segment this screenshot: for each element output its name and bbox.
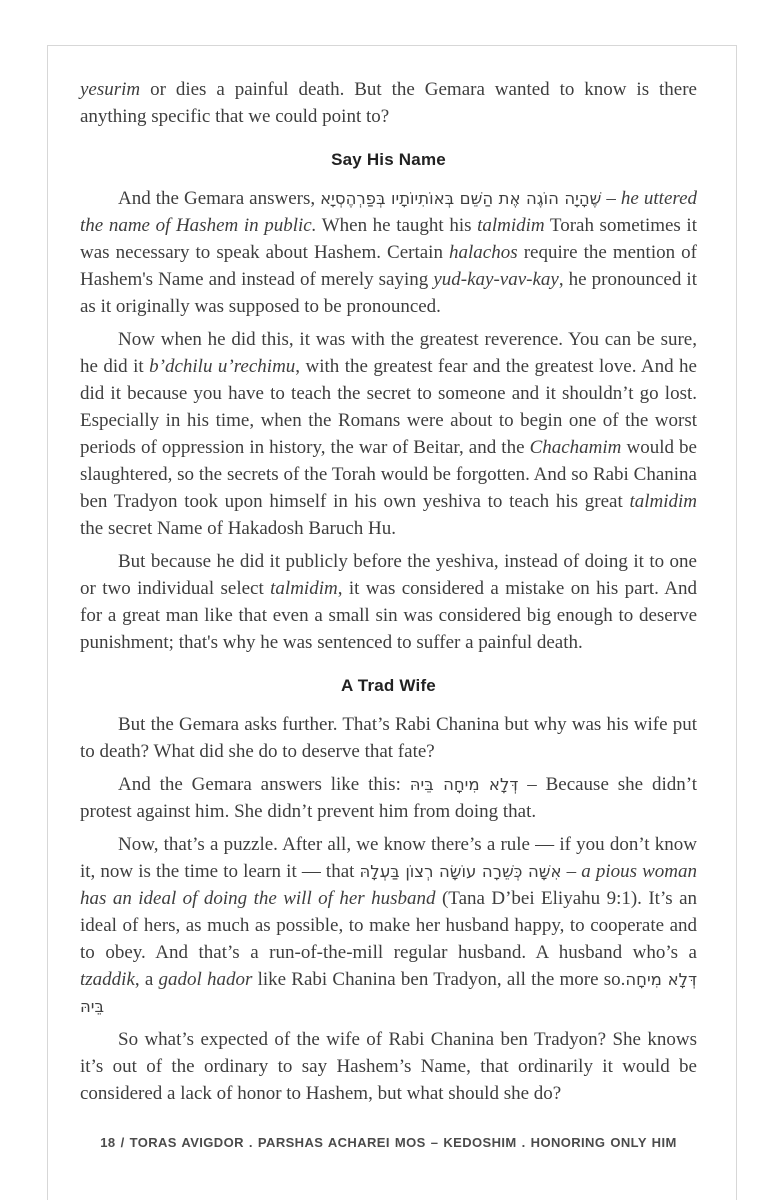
text-segment: But because he did it publicly before the yeshiva, instead of doing it to one or two individual select xyxy=(80,551,697,599)
text-segment: or dies a painful death. But the Gemara wanted to know is there anything specific that we could point to? xyxy=(80,79,697,127)
hebrew-phrase: דְּלָא מִיחָה בֵּיהּ xyxy=(80,970,697,1016)
italic-term: halachos xyxy=(449,242,518,263)
text-segment: Torah sometimes it was necessary to speak about Hashem. Certain xyxy=(80,215,697,263)
section-heading: Say His Name xyxy=(331,150,446,169)
text-segment: – xyxy=(561,861,582,882)
italic-term: talmidim xyxy=(270,578,338,599)
italic-term: tzaddik xyxy=(80,969,135,990)
paragraph xyxy=(80,548,697,656)
paragraph xyxy=(80,1026,697,1107)
italic-term: b’dchilu u’rechimu xyxy=(149,356,296,377)
text-segment: the secret Name of Hakadosh Baruch Hu. xyxy=(80,518,397,539)
text-segment: , it was considered a mistake on his part. And for a great man like that even a small sin was considered big enough to deserve punishment; that's why he was sentenced to suffer a painful death. xyxy=(80,578,697,653)
text-segment: But the Gemara asks further. That’s Rabi Chanina but why was his wife put to death? What did she do to deserve that fate? xyxy=(80,714,697,762)
text-segment: So what’s expected of the wife of Rabi Chanina ben Tradyon? She knows it’s out of the ordinary to say Hashem’s Name, that ordinarily it would be considered a lack of honor to Hashem, but what should she do? xyxy=(80,1029,697,1104)
italic-term: yud-kay-vav-kay xyxy=(433,269,559,290)
text-segment: , he pronounced it as it originally was supposed to be pronounced. xyxy=(80,269,697,317)
text-segment: Now when he did this, it was with the greatest reverence. You can be sure, he did it xyxy=(80,329,697,377)
paragraph xyxy=(80,76,697,130)
page-footer: 18 / TORAS AVIGDOR . PARSHAS ACHAREI MOS – KEDOSHIM . HONORING ONLY HIM xyxy=(100,1135,677,1150)
italic-term: he uttered the name of Hashem in public. xyxy=(80,188,697,236)
text-segment: , with the greatest fear and the greatest love. And he did it because you have to teach the secret to someone and it shouldn’t go lost. Especially in his time, when the Romans were about to begin one of the worst periods of oppression in history, the war of Beitar, and the xyxy=(80,356,697,458)
text-segment: require the mention of Hashem's Name and instead of merely saying xyxy=(80,242,697,290)
text-segment: , a xyxy=(134,969,159,990)
text-segment: (Tana D’bei Eliyahu 9:1). It’s an ideal of hers, as much as possible, to make her husband happy, to cooperate and to obey. And that’s a run-of-the-mill regular husband. A husband who’s a xyxy=(80,888,697,963)
page-body xyxy=(80,76,697,1107)
text-segment: And the Gemara answers like this: xyxy=(118,774,410,795)
section-heading: A Trad Wife xyxy=(341,676,436,695)
italic-term: a pious woman has an ideal of doing the will of her husband xyxy=(80,861,698,909)
text-segment: – Because she didn’t protest against him. She didn’t prevent him from doing that. xyxy=(80,774,698,822)
text-segment: When he taught his xyxy=(316,215,478,236)
text-segment: would be slaughtered, so the secrets of the Torah would be forgotten. And so Rabi Chanina ben Tradyon took upon himself in his own yeshiva to teach his great xyxy=(80,437,697,512)
paragraph xyxy=(80,771,697,825)
paragraph xyxy=(80,831,697,1020)
text-segment: like Rabi Chanina ben Tradyon, all the more so. xyxy=(252,969,626,990)
italic-term: talmidim xyxy=(629,491,697,512)
text-segment: Now, that’s a puzzle. After all, we know there’s a rule — if you don’t know it, now is the time to learn it — that xyxy=(80,834,697,882)
italic-term: gadol hador xyxy=(158,969,253,990)
book-page xyxy=(47,45,737,1200)
italic-term: talmidim xyxy=(477,215,545,236)
text-segment: – xyxy=(601,188,621,209)
italic-term: Chachamim xyxy=(529,437,622,458)
italic-term: yesurim xyxy=(80,79,141,100)
hebrew-phrase: שֶׁהָיָה הוֹגֶה אֶת הַשֵּׁם בְּאוֹתִיוֹתָיו בְּפַרְהֶסְיָא xyxy=(320,189,602,208)
paragraph xyxy=(80,326,697,542)
paragraph xyxy=(80,711,697,765)
hebrew-phrase: אִשָּׁה כְּשֵׁרָה עוֹשָׂה רְצוֹן בַּעְלָהּ xyxy=(359,862,562,881)
hebrew-phrase: דְּלָא מִיחָה בֵּיהּ xyxy=(409,775,519,794)
text-segment: And the Gemara answers, xyxy=(118,188,321,209)
paragraph xyxy=(80,185,697,320)
